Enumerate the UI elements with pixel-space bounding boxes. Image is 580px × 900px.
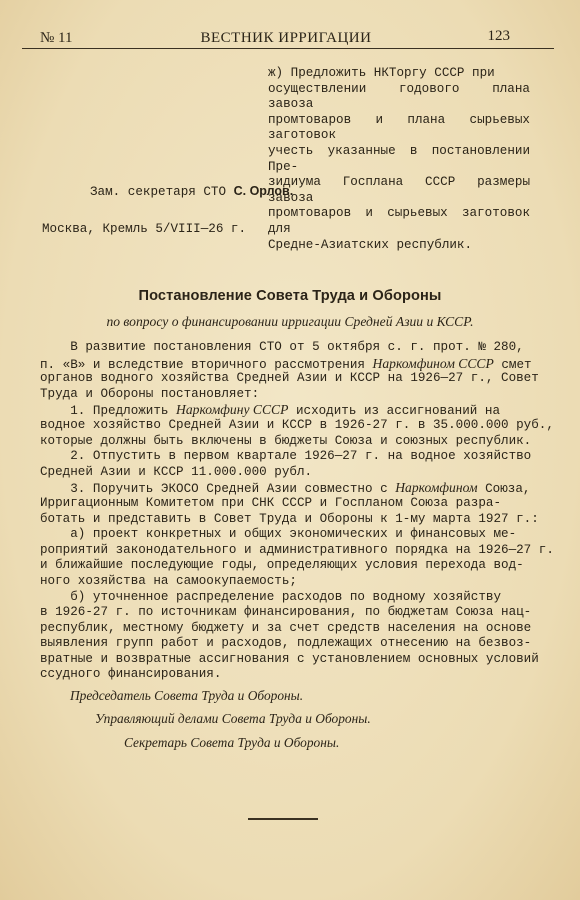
resolution-text: водное хозяйство Средней Азии и КССР в 1926-27 г. в 35.000.000 руб., [40, 417, 554, 432]
resolution-text: смет [493, 357, 532, 372]
resolution-italic-text: Наркомфином СССР [372, 355, 494, 371]
journal-title: ВЕСТНИК ИРРИГАЦИИ [200, 30, 372, 46]
closing-rule [248, 818, 318, 820]
resolution-text: В развитие постановления СТО от 5 октября с. г. прот. № 280, [40, 340, 524, 354]
clause-zh-line: Средне-Азиатских республик. [268, 237, 473, 252]
resolution-line [40, 496, 528, 512]
page-number: 123 [487, 28, 510, 44]
clause-zh-line: промтоваров и сырьевых заготовок для [268, 206, 530, 236]
deputy-secretary-signature [90, 184, 293, 201]
resolution-text: 3. Поручить ЭКОСО Средней Азии совместно с [40, 482, 396, 497]
resolution-text: выявления групп работ и расходов, подлежащих отнесению на безвоз- [40, 636, 532, 651]
resolution-line [40, 465, 528, 481]
resolution-text: органов водного хозяйства Средней Азии и КССР на 1926—27 г., Совет [40, 371, 539, 386]
resolution-text: роприятий законодательного и административного порядка на 1926—27 г. [40, 542, 554, 557]
resolution-text: и ближайшие последующие годы, определяющих условия перехода вод- [40, 558, 524, 573]
resolution-text: Союза, [477, 482, 531, 497]
resolution-line [40, 605, 532, 621]
resolution-line [40, 636, 532, 652]
resolution-text: исходить из ассигнований на [288, 404, 501, 419]
clause-zh-line: ж) Предложить НКТоргу СССР при [268, 66, 495, 80]
signer-role: Зам. секретаря СТО [90, 185, 227, 199]
issue-number: № 11 [40, 30, 73, 46]
resolution-text: Ирригационным Комитетом при СНК СССР и Госпланом Союза разра- [40, 495, 502, 510]
resolution-text: ссудного финансирования. [40, 667, 222, 682]
signature-chairman: Председатель Совета Труда и Обороны. [70, 688, 304, 703]
resolution-line [40, 511, 539, 528]
resolution-line [40, 402, 528, 418]
resolution-text: ного хозяйства на самоокупаемость; [40, 573, 297, 588]
resolution-line [40, 651, 539, 668]
resolution-line [40, 387, 528, 403]
resolution-line [40, 480, 531, 497]
resolution-line [40, 433, 532, 450]
clause-zh-line: учесть указанные в постановлении Пре- [268, 143, 530, 174]
header-rule [22, 48, 554, 49]
signature-manager: Управляющий делами Совета Труда и Обороны. [95, 711, 371, 726]
signer-name: С. Орлов. [233, 184, 294, 198]
resolution-text: вратные и возвратные ассигнования с установлением основных условий [40, 651, 539, 666]
clause-zh [268, 66, 530, 253]
resolution-line [40, 558, 528, 574]
resolution-text: ботать и представить в Совет Труда и Обороны к 1-му марта 1927 г.: [40, 511, 539, 526]
resolution-line [40, 417, 554, 434]
resolution-text: республик, местному бюджету и за счет средств населения на основе [40, 620, 532, 635]
resolution-line [40, 371, 539, 387]
resolution-title: Постановление Совета Труда и Обороны [138, 288, 442, 304]
resolution-line [40, 449, 532, 465]
resolution-body [40, 340, 554, 683]
clause-zh-line: зидиума Госплана СССР размеры завоза [268, 175, 530, 205]
resolution-text: Средней Азии и КССР 11.000.000 рубл. [40, 464, 313, 479]
signature-secretary: Секретарь Совета Труда и Обороны. [124, 735, 340, 750]
resolution-line [40, 574, 528, 590]
resolution-line [40, 667, 528, 683]
clause-zh-line: осуществлении годового плана завоза [268, 81, 530, 112]
resolution-text: 2. Отпустить в первом квартале 1926—27 г. на водное хозяйство [40, 449, 532, 464]
resolution-text: в 1926-27 г. по источникам финансирования, по бюджетам Союза нац- [40, 605, 532, 620]
resolution-text: а) проект конкретных и общих экономических и финансовых ме- [40, 527, 517, 542]
resolution-text: п. «В» и вследствие вторичного рассмотрения [40, 357, 373, 372]
resolution-italic-text: Наркомфином [395, 480, 478, 496]
clause-zh-line: промтоваров и плана сырьевых заготовок [268, 112, 530, 143]
resolution-text: 1. Предложить [40, 404, 177, 419]
resolution-line [40, 542, 554, 559]
resolution-italic-text: Наркомфину СССР [176, 402, 289, 418]
resolution-subtitle: по вопросу о финансировании ирригации Средней Азии и КССР. [106, 314, 474, 329]
place-date: Москва, Кремль 5/VIII—26 г. [42, 222, 247, 236]
resolution-line [40, 620, 532, 637]
resolution-line [40, 590, 528, 606]
running-header [32, 28, 540, 48]
resolution-line [40, 527, 528, 543]
resolution-line [40, 340, 528, 356]
resolution-line [40, 355, 532, 372]
resolution-text: Труда и Обороны постановляет: [40, 386, 260, 401]
resolution-text: которые должны быть включены в бюджеты Союза и союзных республик. [40, 433, 532, 448]
resolution-text: б) уточненное распределение расходов по водному хозяйству [40, 589, 502, 604]
